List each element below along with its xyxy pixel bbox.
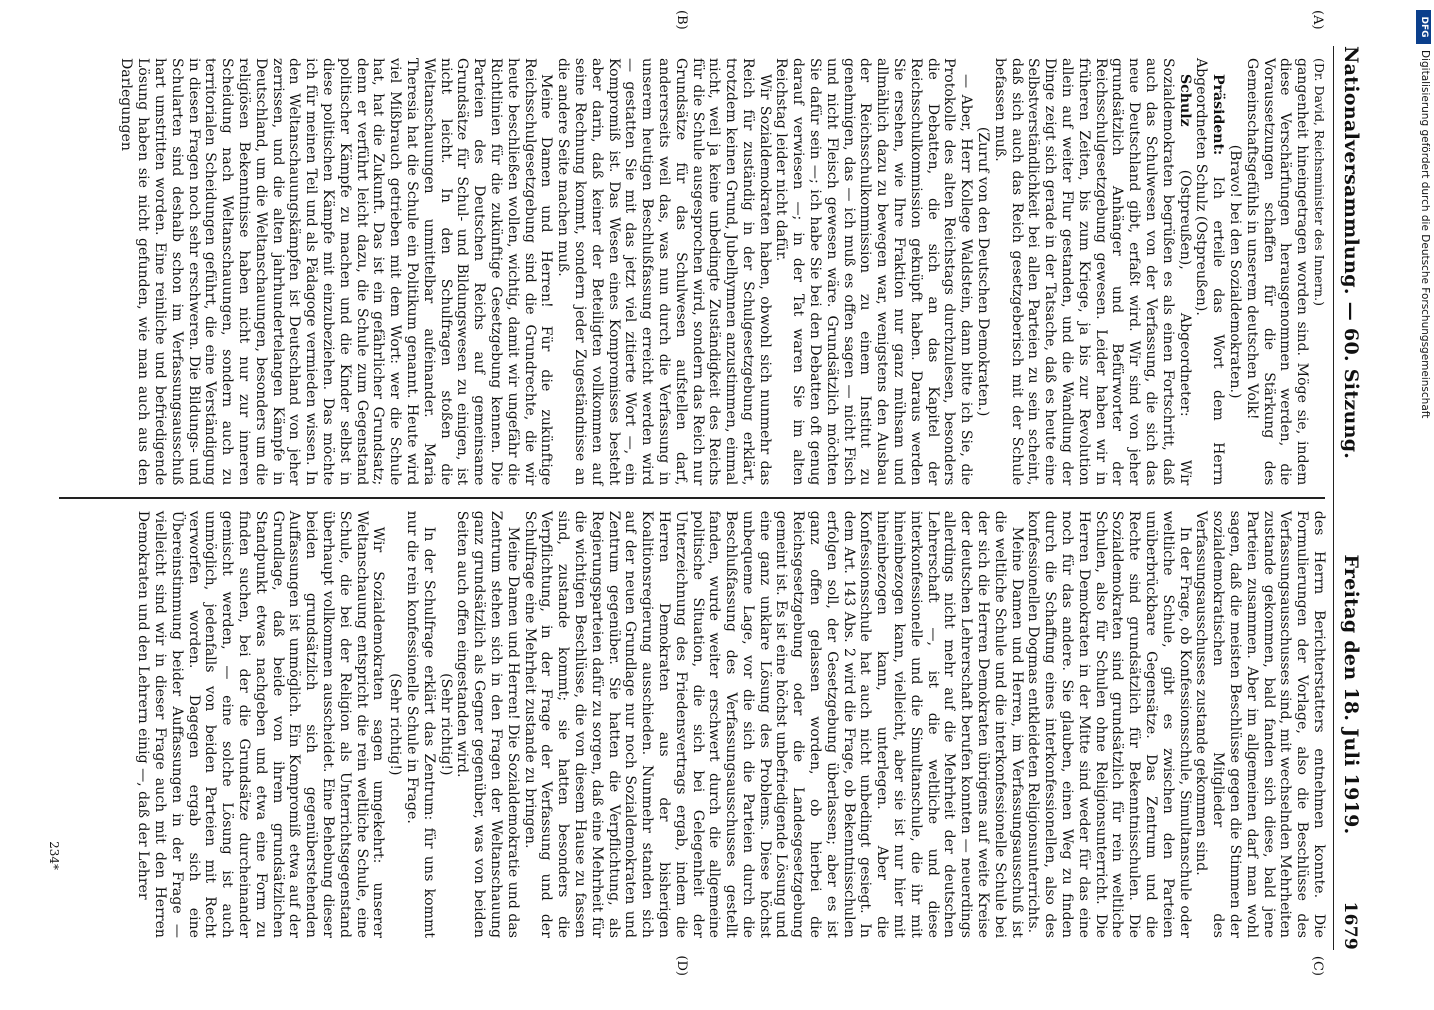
text-columns: [46, 10, 1329, 976]
stamp-text: Digitalisierung gefördert durch die Deutsche Forschungsgemeinschaft: [1419, 50, 1431, 419]
paragraph: gangenheit hineingetragen worden sind. Möge sie, indem diese Verschärfungen herausgenommen werden, die Voraussetzungen schaffen für die Stärkung des Gemeinschaftsgefühls in unserem deutschen Volk!: [1243, 58, 1311, 486]
speaker-name: Schulz: [1176, 74, 1193, 127]
paragraph: [991, 58, 1193, 485]
paragraph: In der Frage, ob Konfessionsschule, Simultanschule oder weltliche Schule, gibt es zwischen den Parteien unüberbrückbare Gegensätze. Das Zentrum und die Rechte sind grundsätzlich für Bekenntnisschulen. Die Sozialdemokraten sind grundsätzlich für rein weltliche Schulen, also für Schulen ohne Religionsunterricht. Die Herren Demokraten in der Mitte sind weder für das eine noch für das andere. Sie glauben, einen Weg zu finden durch die Schaffung eines interkonfessionellen, also des konfessionellen Dogmas entkleideten Religionsunterrichts.: [1025, 510, 1193, 939]
speech-text: (Ostpreußen), Abgeordneter: Wir Sozialdemokraten begrüßen es als einen Fortschritt, daß auch das Schulwesen von der Verfassung, die sich das neue Deutschland gibt, erfaßt wird. Wir sind von jeher grundsätzlich Anhänger und Befürworter der Reichsschulgesetzgebung gewesen. Leider haben wir in früheren Zeiten, bis zum Kriege, ja bis zur Revolution allein auf weiter Flur gestanden, und die Wandlung der Dinge zeigt sich gerade in der Tatsache, daß es heute eine Selbstverständlichkeit bei allen Parteien zu sein scheint, daß sich auch das Reich gesetzgeberisch mit der Schule befassen muß.: [991, 58, 1193, 486]
interjection: (Zuruf von den Deutschen Demokraten.): [975, 126, 992, 417]
page-id: 234*: [46, 841, 61, 870]
speaker-name: Präsident:: [1210, 74, 1227, 156]
paragraph: Meine Damen und Herren! Für die zukünftige Reichsschulgesetzgebung sind die Grundrechte, die wir heute beschließen wollen, wichtig, damit wir ungefähr die Richtlinien für die zukünftige Gesetzgebung kennen. Die Parteien des Deutschen Reichs auf gemeinsame Grundsätze für Schul- und Bildungswesen zu einigen, ist nicht leicht. In den Schulfragen stoßen die Weltanschauungen unmittelbar aufeinander. Maria Theresia hat die Schule ein Politikum genannt. Heute wird viel Mißbrauch getrieben mit dem Wort: wer die Schule hat, hat die Zukunft. Das ist ein gefährlicher Grundsatz; denn er verführt leicht dazu, die Schule zum Gegenstand politischer Kämpfe zu machen und die Kinder selbst in diese politischen Kämpfe mit einzubeziehen. Das möchte ich für meinen Teil und als Pädagoge vermieden wissen. In den Weltanschauungskämpfen ist Deutschland von jeher zerrissen, und die alten jahrhundertelangen Kämpfe in Deutschland, um die Weltanschauungen, besonders um die religiösen Bekenntnisse haben nicht nur zur inneren Scheidung nach Weltanschauungen, sondern auch zu territorialen Scheidungen geführt, die eine Verständigung in diesen Fragen noch sehr erschweren. Die Bildungs- und Schularten sind deshalb schon im Verfassungsausschuß hart umstritten worden. Eine reinliche und befriedigende Lösung haben sie nicht gefunden, wie man auch aus den Darlegungen: [118, 58, 555, 486]
speaker-note: (Dr. David, Reichsminister des Innern.): [1312, 58, 1327, 306]
column-right: [46, 499, 1329, 950]
header-date: Freitag den 18. Juli 1919.: [1340, 554, 1362, 835]
paragraph: Meine Damen und Herren, im Verfassungsausschuß ist die weltliche Schule und die interkonfessionelle Schule bei der sich die Herren Demokraten übrigens auf weite Kreise der deutschen Lehrerschaft berufen konnten — neuerdings allerdings nicht mehr auf die Mehrheit der deutschen Lehrerschaft —, ist die weltliche und diese interkonfessionelle und die Simultanschule, die ihr mit hineinbezogen kann, vielleicht, aber sie ist nur hier mit hineinbezogen kann, unterlegen. Aber die Konfessionsschule hat auch nicht unbedingt gesiegt. In dem Art. 143 Abs. 2 wird die Frage, ob Bekenntnisschulen erfolgen soll, der Gesetzgebung überlassen; aber es ist ganz offen gelassen worden, ob hierbei die Reichsgesetzgebung oder die Landesgesetzgebung gemeint ist. Es ist eine höchst unbefriedigende Lösung und eine ganz unklare Lösung des Problems. Diese höchst unbequeme Lage, vor die sich die Parteien durch die Beschlußfassung des Verfassungsausschusses gestellt fanden, wurde weiter erschwert durch die allgemeine politische Situation, die sich bei Gelegenheit der Unterzeichnung des Friedensvertrags ergab, indem die Herren Demokraten aus der bisherigen Koalitionsregierung ausschieden. Nunmehr standen sich auf der neuen Grundlage nur noch Sozialdemokraten und Zentrum gegenüber. Sie hatten die Verpflichtung, als Regierungsparteien dafür zu sorgen, daß eine Mehrheit für die wichtigen Beschlüsse, die von diesem Hause zu fassen sind, zustande kommt; sie hatten besonders die Verpflichtung, in der Frage der Verfassung und der Schulfrage eine Mehrheit zustande zu bringen.: [521, 510, 1025, 939]
page-header: [1333, 46, 1368, 950]
paragraph: des Herrn Berichterstatters entnehmen konnte. Die Formulierungen der Vorlage, also die Beschlüsse des Verfassungsausschusses sind, mit wechselnden Mehrheiten zustande gekommen, bald fanden sich diese, bald jene Parteien zusammen. Aber im allgemeinen darf man wohl sagen, daß die meisten Beschlüsse gegen die Stimmen der sozialdemokratischen Mitglieder des Verfassungsausschusses zustande gekommen sind.: [1193, 510, 1327, 939]
interjection: (Sehr richtig!): [387, 673, 404, 776]
margin-mark-a: (A): [1310, 10, 1325, 30]
document-page: [30, 0, 1390, 980]
page-number: 1679: [1340, 901, 1360, 950]
margin-mark-c: (C): [1310, 955, 1325, 976]
interjection: (Sehr richtig!): [437, 673, 454, 776]
interjection: (Bravo! bei den Sozialdemokraten.): [1227, 144, 1244, 399]
margin-mark-d: (D): [674, 955, 689, 976]
paragraph: — Aber, Herr Kollege Waldstein, dann bitte ich Sie, die Protokolle des alten Reichstags durchzulesen, besonders die Debatten, die sich an das Kapitel der Reichsschulkommission geknüpft haben. Daraus werden Sie ersehen, wie Ihre Fraktion nur ganz mühsam und allmählich dazu zu bewegen war, wenigstens den Ausbau der Reichsschulkommission zu einem Institut zu genehmigen, das — ich muß es offen sagen — nicht Fisch und nicht Fleisch gewesen wäre. Grundsätzlich möchten Sie dafür sein —; ich habe Sie bei den Debatten oft genug darauf verwiesen —; in der Tat waren Sie im alten Reichstag leider nicht dafür.: [773, 58, 975, 486]
margin-mark-b: (B): [674, 10, 689, 30]
paragraph: In der Schulfrage erklärt das Zentrum: für uns kommt nur die rein konfessionelle Schule in Frage.: [403, 510, 437, 939]
paragraph: Wir Sozialdemokraten haben, obwohl sich nunmehr das Reich für zuständig in der Schulgesetzgebung erklärt, trotzdem keinen Grund, Jubelhymnen anzustimmen, einmal nicht, weil ja keine unbedingte Zuständigkeit des Reichs für die Schule ausgesprochen wird, sondern das Reich nur Grundsätze für das Schulwesen aufstellen darf, andererseits weil das, was nun durch die Verfassung in unserem heutigen Beschlußfassung erreicht werden wird — gestatten Sie mit das jetzt viel zitierte Wort —, ein Kompromiß ist. Das Wesen eines Kompromisses besteht aber darin, daß keiner der Beteiligten vollkommen auf seine Rechnung kommt, sondern jeder Zugeständnisse an die andere Seite machen muß.: [555, 58, 773, 486]
paragraph: [1193, 58, 1227, 485]
paragraph: Meine Damen und Herren! Die Sozialdemokratie und das Zentrum stehen sich in den Fragen der Weltanschauung ganz grundsätzlich als Gegner gegenüber, was von beiden Seiten auch offen eingestanden wird.: [454, 510, 521, 939]
header-left: Nationalversammlung. — 60. Sitzung.: [1340, 46, 1362, 460]
digitization-stamp: [1416, 6, 1432, 996]
speech-text: Ich erteile das Wort dem Herrn Abgeordneten Schulz (Ostpreußen).: [1193, 58, 1227, 486]
column-left: [59, 46, 1329, 497]
header-right: [1340, 554, 1362, 950]
dfg-logo: DFG: [1416, 10, 1431, 44]
paragraph: Wir Sozialdemokraten sagen umgekehrt: unserer Weltanschauung entspricht die rein weltliche Schule, eine Schule, die bei der Religion als Unterrichtsgegenstand überhaupt vollkommen ausscheidet. Eine Behebung dieser beiden grundsätzlich sich gegenüberstehenden Auffassungen ist unmöglich. Ein Kompromiß etwa auf der Grundlage, daß beide von ihrem grundsätzlichen Standpunkt etwas nachgeben und etwa eine Form zu finden suchen, bei der die Grundsätze durcheinander gemischt werden, — eine solche Lösung ist auch unmöglich, jedenfalls von beiden Parteien mit Recht verworfen worden. Dagegen ergab sich eine Übereinstimmung beider Auffassungen in der Frage — vielleicht sind wir in dieser Frage auch mit den Herren Demokraten und den Lehrern einig —, daß der Lehrer: [135, 510, 387, 939]
